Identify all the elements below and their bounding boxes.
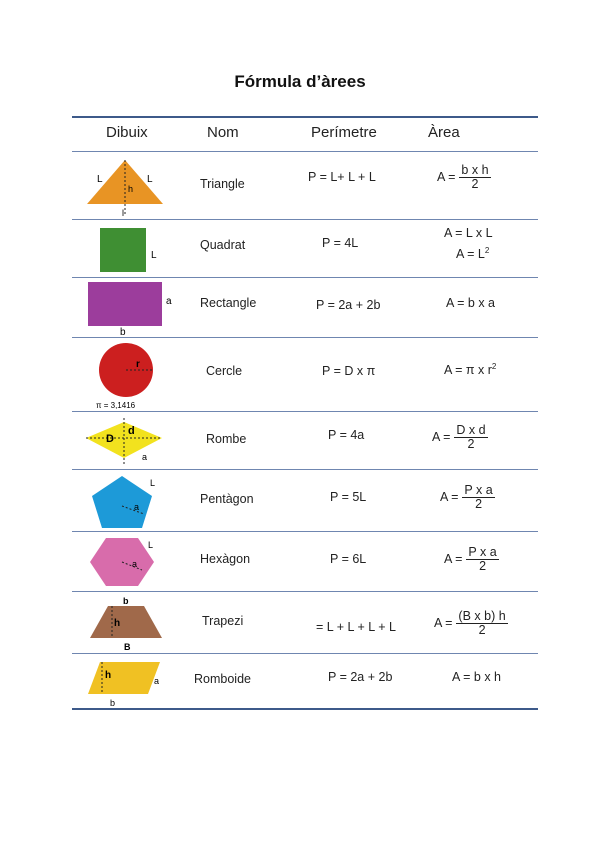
rectangle-shape	[84, 280, 176, 336]
row-area: A = $\frac{\text{D x d}}{2}$	[432, 423, 486, 451]
romboid-shape	[82, 656, 178, 708]
triangle-label-height: h	[128, 184, 134, 194]
triangle-label-right: L	[147, 174, 153, 185]
table-row	[72, 654, 538, 708]
table-row	[72, 338, 538, 410]
row-area: A = b x h	[452, 670, 501, 684]
trapezium-label-bottom: B	[124, 642, 131, 652]
row-area: A = $\frac{\text{P x a}}{2}$	[440, 483, 493, 511]
trapezium-label-top: b	[123, 596, 129, 606]
table-bottom-rule	[72, 708, 538, 710]
row-name: Triangle	[200, 177, 245, 191]
hexagon-label-side: L	[148, 540, 154, 550]
row-area: A = $\frac{\text{b x h}}{2}$	[437, 163, 489, 191]
row-area: A = b x a	[446, 296, 495, 310]
triangle-label-base: l	[122, 208, 124, 218]
row-perimeter: P = 4a	[328, 428, 365, 442]
header-area: Àrea	[428, 124, 460, 141]
row-name: Trapezi	[202, 614, 244, 628]
romboid-label-height: h	[105, 670, 112, 681]
table-row	[72, 532, 538, 590]
rhombus-label-big-diag: D	[106, 433, 114, 445]
rhombus-shape	[80, 418, 176, 468]
table-row	[72, 220, 538, 276]
square-label-side: L	[151, 250, 157, 261]
circle-shape	[82, 342, 178, 410]
table-row	[72, 278, 538, 336]
table-top-rule	[72, 116, 538, 118]
table-row	[72, 152, 538, 218]
square-shape	[92, 226, 162, 274]
header-draw: Dibuix	[106, 124, 148, 141]
row-area: A = $\frac{\text{(B x b) h}}{2}$	[434, 609, 506, 637]
romboid-label-base: b	[110, 698, 116, 708]
triangle-shape	[80, 156, 176, 218]
trapezium-shape	[84, 594, 176, 652]
row-perimeter: P = 2a + 2b	[316, 298, 381, 312]
table-row	[72, 592, 538, 652]
row-name: Pentàgon	[200, 492, 254, 506]
hexagon-shape	[84, 534, 176, 590]
table-row	[72, 412, 538, 468]
row-name: Hexàgon	[200, 552, 251, 566]
row-perimeter: P = 6L	[330, 552, 367, 566]
header-name: Nom	[207, 124, 239, 141]
row-area: A = $\frac{\text{P x a}}{2}$	[444, 545, 497, 573]
rectangle-label-side: a	[166, 296, 172, 307]
row-perimeter: P = 4L	[322, 236, 359, 250]
row-name: Rectangle	[200, 296, 257, 310]
rhombus-label-small-diag: d	[128, 425, 135, 437]
row-perimeter: P = L+ L + L	[308, 170, 376, 184]
trapezium-label-height: h	[114, 618, 121, 629]
rhombus-label-side: a	[142, 452, 148, 462]
row-area: A = π x $r^2$	[444, 362, 497, 378]
pentagon-shape	[84, 474, 174, 530]
romboid-label-side: a	[154, 676, 160, 686]
row-name: Rombe	[206, 432, 247, 446]
circle-label-radius: r	[136, 359, 140, 370]
row-area-line1: A = L x L	[444, 226, 493, 240]
row-perimeter: P = D x π	[322, 364, 376, 378]
triangle-label-left: L	[97, 174, 103, 185]
row-area-line2: $A = L^2$	[456, 246, 490, 262]
row-perimeter: = L + L + L + L	[316, 620, 396, 634]
header-perimeter: Perímetre	[311, 124, 377, 141]
circle-label-pi: π = 3,1416	[96, 401, 136, 410]
table-row	[72, 470, 538, 530]
row-name: Romboide	[194, 672, 251, 686]
row-perimeter: P = 5L	[330, 490, 367, 504]
row-perimeter: P = 2a + 2b	[328, 670, 393, 684]
rectangle-label-base: b	[120, 327, 126, 336]
pentagon-label-apothem: a	[134, 502, 140, 512]
page-title: Fórmula d’àrees	[234, 72, 366, 91]
row-name: Quadrat	[200, 238, 246, 252]
hexagon-label-apothem: a	[132, 559, 138, 569]
pentagon-label-side: L	[150, 478, 156, 488]
row-name: Cercle	[206, 364, 243, 378]
